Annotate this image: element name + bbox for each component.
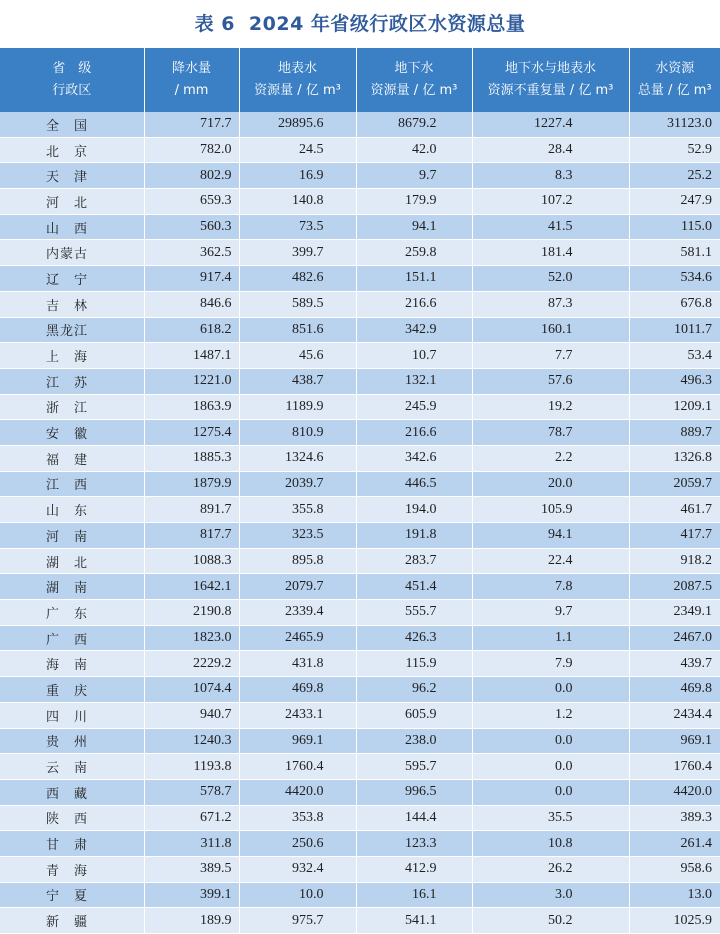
- non-overlap-cell: 52.0: [472, 266, 629, 292]
- non-overlap-cell: 8.3: [472, 163, 629, 189]
- non-overlap-cell: 87.3: [472, 291, 629, 317]
- non-overlap-cell: 105.9: [472, 497, 629, 523]
- header-surface-water: [239, 48, 356, 112]
- non-overlap-cell: 1227.4: [472, 112, 629, 137]
- groundwater-cell: 342.9: [356, 317, 472, 343]
- region-cell: 吉 林: [0, 291, 144, 317]
- non-overlap-cell: 78.7: [472, 420, 629, 446]
- header-groundwater: [356, 48, 472, 112]
- table-row: [0, 240, 720, 266]
- groundwater-cell: 10.7: [356, 343, 472, 369]
- total-cell: 496.3: [629, 368, 720, 394]
- table-header: [0, 48, 720, 112]
- header-line: 资源量 / 亿 m³: [254, 83, 341, 98]
- table-row: [0, 702, 720, 728]
- precipitation-cell: 782.0: [144, 137, 239, 163]
- surface-water-cell: 73.5: [239, 214, 356, 240]
- header-line: 降水量: [171, 61, 211, 76]
- table-row: [0, 625, 720, 651]
- table-row: [0, 343, 720, 369]
- surface-water-cell: 589.5: [239, 291, 356, 317]
- non-overlap-cell: 7.8: [472, 574, 629, 600]
- region-cell: 天 津: [0, 163, 144, 189]
- surface-water-cell: 810.9: [239, 420, 356, 446]
- region-cell: 贵 州: [0, 728, 144, 754]
- surface-water-cell: 2465.9: [239, 625, 356, 651]
- surface-water-cell: 2339.4: [239, 600, 356, 626]
- total-cell: 1326.8: [629, 445, 720, 471]
- header-line: 地下水与地表水: [504, 61, 596, 76]
- precipitation-cell: 189.9: [144, 908, 239, 934]
- total-cell: 115.0: [629, 214, 720, 240]
- non-overlap-cell: 3.0: [472, 882, 629, 908]
- total-cell: 439.7: [629, 651, 720, 677]
- non-overlap-cell: 0.0: [472, 677, 629, 703]
- region-cell: 安 徽: [0, 420, 144, 446]
- groundwater-cell: 342.6: [356, 445, 472, 471]
- region-cell: 湖 北: [0, 548, 144, 574]
- groundwater-cell: 96.2: [356, 677, 472, 703]
- precipitation-cell: 1642.1: [144, 574, 239, 600]
- surface-water-cell: 16.9: [239, 163, 356, 189]
- non-overlap-cell: 181.4: [472, 240, 629, 266]
- non-overlap-cell: 1.1: [472, 625, 629, 651]
- groundwater-cell: 426.3: [356, 625, 472, 651]
- precipitation-cell: 1221.0: [144, 368, 239, 394]
- precipitation-cell: 578.7: [144, 779, 239, 805]
- surface-water-cell: 24.5: [239, 137, 356, 163]
- region-cell: 陕 西: [0, 805, 144, 831]
- surface-water-cell: 975.7: [239, 908, 356, 934]
- precipitation-cell: 940.7: [144, 702, 239, 728]
- region-cell: 甘 肃: [0, 831, 144, 857]
- non-overlap-cell: 9.7: [472, 600, 629, 626]
- table-row: [0, 548, 720, 574]
- total-cell: 469.8: [629, 677, 720, 703]
- region-cell: 浙 江: [0, 394, 144, 420]
- surface-water-cell: 431.8: [239, 651, 356, 677]
- surface-water-cell: 932.4: [239, 856, 356, 882]
- table-body: [0, 112, 720, 934]
- region-cell: 江 西: [0, 471, 144, 497]
- surface-water-cell: 140.8: [239, 189, 356, 215]
- table-row: [0, 317, 720, 343]
- table-row: [0, 523, 720, 549]
- non-overlap-cell: 28.4: [472, 137, 629, 163]
- table-row: [0, 420, 720, 446]
- non-overlap-cell: 57.6: [472, 368, 629, 394]
- precipitation-cell: 802.9: [144, 163, 239, 189]
- table-row: [0, 908, 720, 934]
- table-row: [0, 882, 720, 908]
- precipitation-cell: 1863.9: [144, 394, 239, 420]
- non-overlap-cell: 0.0: [472, 728, 629, 754]
- precipitation-cell: 1885.3: [144, 445, 239, 471]
- table-row: [0, 266, 720, 292]
- table-row: [0, 754, 720, 780]
- precipitation-cell: 399.1: [144, 882, 239, 908]
- region-cell: 广 西: [0, 625, 144, 651]
- groundwater-cell: 595.7: [356, 754, 472, 780]
- total-cell: 53.4: [629, 343, 720, 369]
- total-cell: 52.9: [629, 137, 720, 163]
- precipitation-cell: 389.5: [144, 856, 239, 882]
- precipitation-cell: 1879.9: [144, 471, 239, 497]
- region-cell: 河 北: [0, 189, 144, 215]
- non-overlap-cell: 0.0: [472, 779, 629, 805]
- surface-water-cell: 482.6: [239, 266, 356, 292]
- table-row: [0, 831, 720, 857]
- non-overlap-cell: 94.1: [472, 523, 629, 549]
- surface-water-cell: 45.6: [239, 343, 356, 369]
- table-row: [0, 600, 720, 626]
- groundwater-cell: 446.5: [356, 471, 472, 497]
- table-row: [0, 394, 720, 420]
- table-row: [0, 856, 720, 882]
- region-cell: 四 川: [0, 702, 144, 728]
- total-cell: 13.0: [629, 882, 720, 908]
- groundwater-cell: 144.4: [356, 805, 472, 831]
- surface-water-cell: 895.8: [239, 548, 356, 574]
- total-cell: 247.9: [629, 189, 720, 215]
- precipitation-cell: 1193.8: [144, 754, 239, 780]
- total-cell: 2467.0: [629, 625, 720, 651]
- precipitation-cell: 2190.8: [144, 600, 239, 626]
- groundwater-cell: 605.9: [356, 702, 472, 728]
- total-cell: 389.3: [629, 805, 720, 831]
- groundwater-cell: 191.8: [356, 523, 472, 549]
- table-row: [0, 497, 720, 523]
- surface-water-cell: 399.7: [239, 240, 356, 266]
- table-row: [0, 163, 720, 189]
- region-cell: 江 苏: [0, 368, 144, 394]
- table-row: [0, 291, 720, 317]
- groundwater-cell: 8679.2: [356, 112, 472, 137]
- table-row: [0, 445, 720, 471]
- table-number: 表 6: [194, 13, 235, 35]
- groundwater-cell: 115.9: [356, 651, 472, 677]
- precipitation-cell: 659.3: [144, 189, 239, 215]
- precipitation-cell: 1074.4: [144, 677, 239, 703]
- table-row: [0, 728, 720, 754]
- groundwater-cell: 151.1: [356, 266, 472, 292]
- table-row: [0, 368, 720, 394]
- surface-water-cell: 438.7: [239, 368, 356, 394]
- region-cell: 西 藏: [0, 779, 144, 805]
- precipitation-cell: 717.7: [144, 112, 239, 137]
- surface-water-cell: 250.6: [239, 831, 356, 857]
- total-cell: 918.2: [629, 548, 720, 574]
- header-line: 水资源: [655, 61, 695, 76]
- precipitation-cell: 1823.0: [144, 625, 239, 651]
- groundwater-cell: 216.6: [356, 420, 472, 446]
- groundwater-cell: 541.1: [356, 908, 472, 934]
- non-overlap-cell: 7.9: [472, 651, 629, 677]
- surface-water-cell: 1324.6: [239, 445, 356, 471]
- groundwater-cell: 42.0: [356, 137, 472, 163]
- precipitation-cell: 618.2: [144, 317, 239, 343]
- total-cell: 25.2: [629, 163, 720, 189]
- surface-water-cell: 469.8: [239, 677, 356, 703]
- groundwater-cell: 283.7: [356, 548, 472, 574]
- region-cell: 黑龙江: [0, 317, 144, 343]
- region-cell: 青 海: [0, 856, 144, 882]
- region-cell: 内蒙古: [0, 240, 144, 266]
- non-overlap-cell: 107.2: [472, 189, 629, 215]
- surface-water-cell: 1189.9: [239, 394, 356, 420]
- precipitation-cell: 362.5: [144, 240, 239, 266]
- region-cell: 新 疆: [0, 908, 144, 934]
- precipitation-cell: 817.7: [144, 523, 239, 549]
- region-cell: 辽 宁: [0, 266, 144, 292]
- table-row: [0, 112, 720, 137]
- precipitation-cell: 560.3: [144, 214, 239, 240]
- surface-water-cell: 355.8: [239, 497, 356, 523]
- non-overlap-cell: 160.1: [472, 317, 629, 343]
- header-precipitation: [144, 48, 239, 112]
- region-cell: 山 西: [0, 214, 144, 240]
- region-cell: 河 南: [0, 523, 144, 549]
- surface-water-cell: 851.6: [239, 317, 356, 343]
- groundwater-cell: 132.1: [356, 368, 472, 394]
- surface-water-cell: 353.8: [239, 805, 356, 831]
- header-line: 行政区: [52, 83, 92, 98]
- groundwater-cell: 94.1: [356, 214, 472, 240]
- header-line: 总量 / 亿 m³: [637, 83, 712, 98]
- total-cell: 261.4: [629, 831, 720, 857]
- header-line: 资源量 / 亿 m³: [370, 83, 458, 98]
- total-cell: 581.1: [629, 240, 720, 266]
- table-row: [0, 574, 720, 600]
- total-cell: 1025.9: [629, 908, 720, 934]
- precipitation-cell: 1088.3: [144, 548, 239, 574]
- region-cell: 北 京: [0, 137, 144, 163]
- non-overlap-cell: 26.2: [472, 856, 629, 882]
- surface-water-cell: 4420.0: [239, 779, 356, 805]
- total-cell: 417.7: [629, 523, 720, 549]
- total-cell: 2434.4: [629, 702, 720, 728]
- header-line: 地下水: [394, 61, 434, 76]
- groundwater-cell: 194.0: [356, 497, 472, 523]
- non-overlap-cell: 35.5: [472, 805, 629, 831]
- table-row: [0, 805, 720, 831]
- surface-water-cell: 2079.7: [239, 574, 356, 600]
- total-cell: 4420.0: [629, 779, 720, 805]
- groundwater-cell: 123.3: [356, 831, 472, 857]
- total-cell: 2087.5: [629, 574, 720, 600]
- region-cell: 山 东: [0, 497, 144, 523]
- surface-water-cell: 969.1: [239, 728, 356, 754]
- precipitation-cell: 846.6: [144, 291, 239, 317]
- total-cell: 969.1: [629, 728, 720, 754]
- non-overlap-cell: 2.2: [472, 445, 629, 471]
- groundwater-cell: 9.7: [356, 163, 472, 189]
- groundwater-cell: 451.4: [356, 574, 472, 600]
- region-cell: 上 海: [0, 343, 144, 369]
- table-row: [0, 677, 720, 703]
- total-cell: 1011.7: [629, 317, 720, 343]
- header-line: 省 级: [52, 61, 92, 76]
- surface-water-cell: 29895.6: [239, 112, 356, 137]
- precipitation-cell: 917.4: [144, 266, 239, 292]
- header-total: [629, 48, 720, 112]
- total-cell: 1209.1: [629, 394, 720, 420]
- surface-water-cell: 10.0: [239, 882, 356, 908]
- surface-water-cell: 2433.1: [239, 702, 356, 728]
- header-region: [0, 48, 144, 112]
- non-overlap-cell: 7.7: [472, 343, 629, 369]
- header-line: 地表水: [277, 61, 317, 76]
- header-line: 资源不重复量 / 亿 m³: [487, 83, 614, 98]
- non-overlap-cell: 19.2: [472, 394, 629, 420]
- total-cell: 461.7: [629, 497, 720, 523]
- groundwater-cell: 16.1: [356, 882, 472, 908]
- groundwater-cell: 245.9: [356, 394, 472, 420]
- table-row: [0, 779, 720, 805]
- region-cell: 全 国: [0, 112, 144, 137]
- table-caption: 2024 年省级行政区水资源总量: [248, 13, 526, 35]
- table-row: [0, 214, 720, 240]
- water-resources-table: [0, 48, 720, 934]
- region-cell: 湖 南: [0, 574, 144, 600]
- non-overlap-cell: 10.8: [472, 831, 629, 857]
- precipitation-cell: 2229.2: [144, 651, 239, 677]
- surface-water-cell: 1760.4: [239, 754, 356, 780]
- total-cell: 676.8: [629, 291, 720, 317]
- region-cell: 宁 夏: [0, 882, 144, 908]
- table-row: [0, 471, 720, 497]
- precipitation-cell: 1275.4: [144, 420, 239, 446]
- total-cell: 2059.7: [629, 471, 720, 497]
- region-cell: 广 东: [0, 600, 144, 626]
- groundwater-cell: 259.8: [356, 240, 472, 266]
- precipitation-cell: 311.8: [144, 831, 239, 857]
- groundwater-cell: 179.9: [356, 189, 472, 215]
- non-overlap-cell: 1.2: [472, 702, 629, 728]
- table-title: [0, 0, 720, 48]
- non-overlap-cell: 0.0: [472, 754, 629, 780]
- precipitation-cell: 1487.1: [144, 343, 239, 369]
- non-overlap-cell: 41.5: [472, 214, 629, 240]
- precipitation-cell: 671.2: [144, 805, 239, 831]
- region-cell: 福 建: [0, 445, 144, 471]
- header-row: [0, 48, 720, 112]
- groundwater-cell: 996.5: [356, 779, 472, 805]
- total-cell: 958.6: [629, 856, 720, 882]
- groundwater-cell: 412.9: [356, 856, 472, 882]
- total-cell: 2349.1: [629, 600, 720, 626]
- header-line: / mm: [174, 83, 209, 98]
- surface-water-cell: 2039.7: [239, 471, 356, 497]
- table-row: [0, 189, 720, 215]
- total-cell: 889.7: [629, 420, 720, 446]
- non-overlap-cell: 22.4: [472, 548, 629, 574]
- total-cell: 1760.4: [629, 754, 720, 780]
- non-overlap-cell: 50.2: [472, 908, 629, 934]
- precipitation-cell: 1240.3: [144, 728, 239, 754]
- total-cell: 31123.0: [629, 112, 720, 137]
- table-row: [0, 137, 720, 163]
- groundwater-cell: 238.0: [356, 728, 472, 754]
- groundwater-cell: 555.7: [356, 600, 472, 626]
- total-cell: 534.6: [629, 266, 720, 292]
- surface-water-cell: 323.5: [239, 523, 356, 549]
- non-overlap-cell: 20.0: [472, 471, 629, 497]
- region-cell: 重 庆: [0, 677, 144, 703]
- region-cell: 海 南: [0, 651, 144, 677]
- groundwater-cell: 216.6: [356, 291, 472, 317]
- precipitation-cell: 891.7: [144, 497, 239, 523]
- region-cell: 云 南: [0, 754, 144, 780]
- header-non-overlap: [472, 48, 629, 112]
- table-row: [0, 651, 720, 677]
